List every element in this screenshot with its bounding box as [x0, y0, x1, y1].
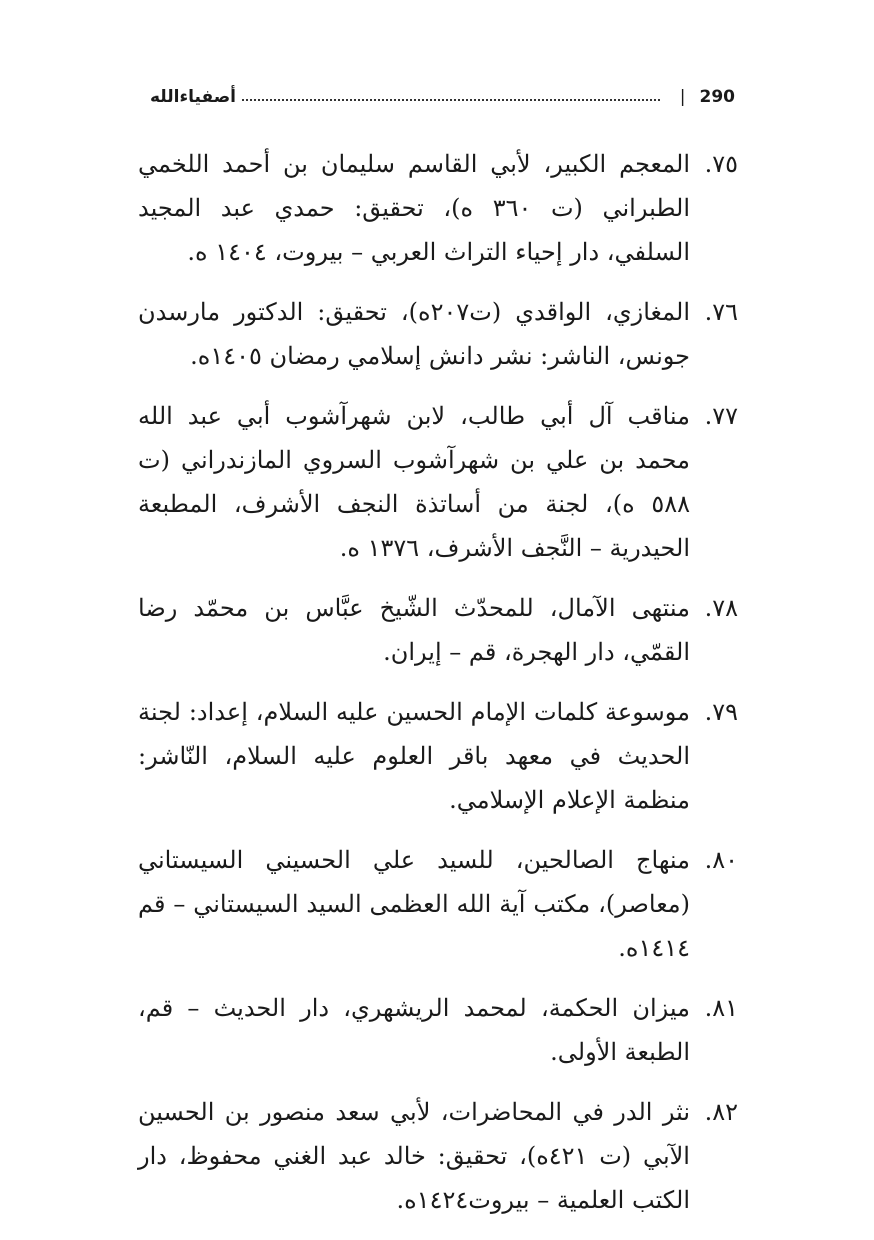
entry-number: ٧٥.	[704, 150, 738, 178]
bibliography-entry	[138, 142, 738, 274]
entry-number: ٨١.	[704, 994, 738, 1022]
entry-text: مناقب آل أبي طالب، لابن شهرآشوب أبي عبد الله محمد بن علي بن شهرآشوب السروي المازندراني (ت ٥٨٨ ه)، لجنة من أساتذة النجف الأشرف، المطبعة الحيدرية – النَّجف الأشرف، ١٣٧٦ ه.	[138, 402, 690, 562]
bibliography-list	[138, 142, 738, 1238]
running-header	[150, 80, 735, 114]
bibliography-entry	[138, 1090, 738, 1222]
entry-number: ٧٧.	[704, 402, 738, 430]
bibliography-entry	[138, 838, 738, 970]
entry-number: ٧٩.	[704, 698, 738, 726]
entry-number: ٨٢.	[704, 1098, 738, 1126]
entry-number: ٧٨.	[704, 594, 738, 622]
entry-text: ميزان الحكمة، لمحمد الريشهري، دار الحديث – قم، الطبعة الأولى.	[138, 994, 690, 1066]
leader-dots	[242, 99, 660, 101]
entry-text: نثر الدر في المحاضرات، لأبي سعد منصور بن الحسين الآبي (ت ٤٢١ه)، تحقيق: خالد عبد الغني محفوظ، دار الكتب العلمية – بيروت١٤٢٤ه.	[138, 1098, 690, 1214]
entry-text: منهاج الصالحين، للسيد علي الحسيني السيستاني (معاصر)، مكتب آية الله العظمى السيد السيستاني – قم ١٤١٤ه.	[138, 846, 690, 962]
bibliography-entry	[138, 690, 738, 822]
bibliography-entry	[138, 586, 738, 674]
header-separator: |	[679, 87, 686, 107]
bibliography-entry	[138, 290, 738, 378]
page-number: 290	[699, 87, 735, 107]
entry-number: ٨٠.	[704, 846, 738, 874]
entry-text: منتهى الآمال، للمحدّث الشّيخ عبَّاس بن محمّد رضا القمّي، دار الهجرة، قم – إيران.	[138, 594, 690, 666]
entry-text: المغازي، الواقدي (ت٢٠٧ه)، تحقيق: الدكتور مارسدن جونس، الناشر: نشر دانش إسلامي رمضان ١٤٠٥ه.	[138, 298, 690, 370]
entry-text: المعجم الكبير، لأبي القاسم سليمان بن أحمد اللخمي الطبراني (ت ٣٦٠ ه)، تحقيق: حمدي عبد المجيد السلفي، دار إحياء التراث العربي – بيروت، ١٤٠٤ ه.	[138, 150, 690, 266]
entry-text: موسوعة كلمات الإمام الحسين عليه السلام، إعداد: لجنة الحديث في معهد باقر العلوم عليه السلام، النّاشر: منظمة الإعلام الإسلامي.	[138, 698, 690, 814]
book-title: أصفياءالله	[150, 87, 236, 107]
bibliography-entry	[138, 394, 738, 570]
entry-number: ٧٦.	[704, 298, 738, 326]
bibliography-entry	[138, 986, 738, 1074]
